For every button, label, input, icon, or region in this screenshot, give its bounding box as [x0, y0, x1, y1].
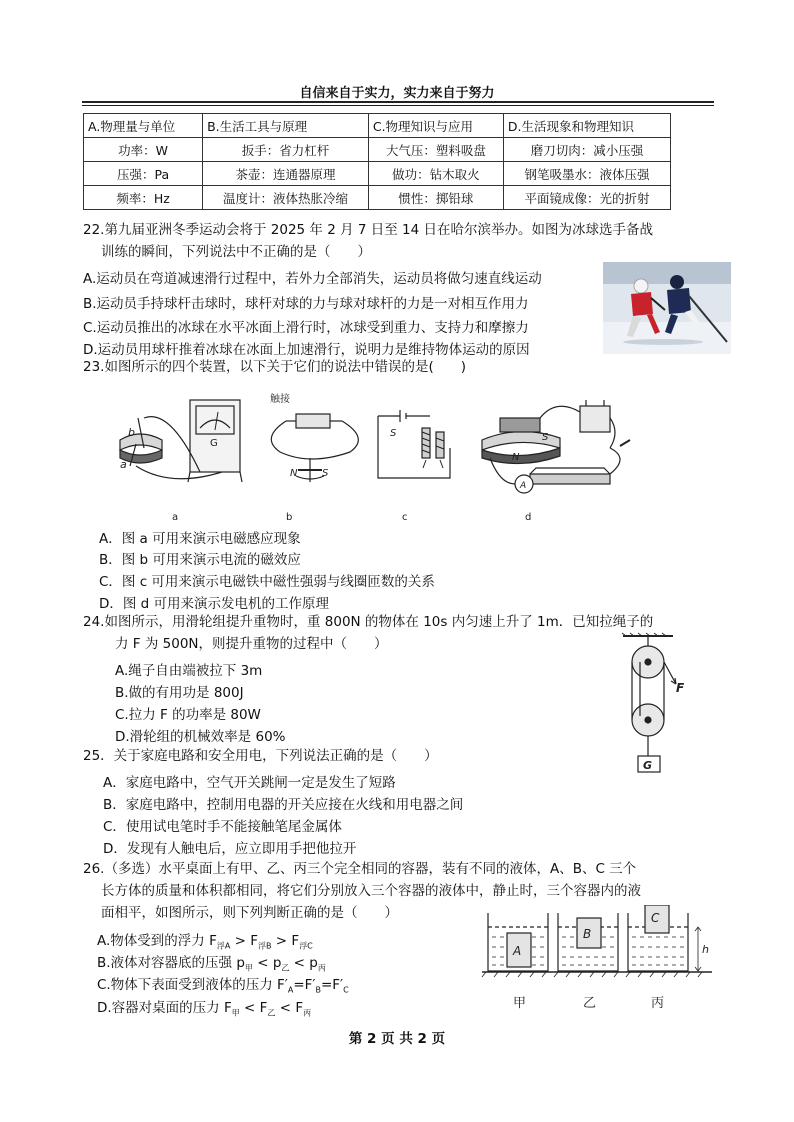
q24-option-a: A.绳子自由端被拉下 3m: [115, 663, 263, 679]
subscript: 丙: [303, 1008, 312, 1018]
figure-c-electromagnet: [378, 410, 450, 478]
q23-option-a: A．图 a 可用来演示电磁感应现象: [99, 531, 301, 547]
q22-option-b: B.运动员手持球杆击球时，球杆对球的力与球对球杆的力是一对相互作用力: [83, 296, 529, 312]
subscript: 浮C: [299, 941, 313, 951]
relation-text: > F: [271, 933, 300, 949]
figure-a-label-g: G: [210, 438, 218, 449]
table-cell: 频率：Hz: [84, 186, 203, 210]
table-cell: 温度计：液体热胀冷缩: [203, 186, 369, 210]
table-cell: 磨刀切肉：减小压强: [503, 138, 670, 162]
table-cell: 大气压：塑料吸盘: [368, 138, 503, 162]
q24-option-c: C.拉力 F 的功率是 80W: [115, 707, 261, 723]
figure-d-label-n: N: [512, 452, 520, 463]
relation-text: =F′: [320, 977, 344, 993]
figure-b-label-s: S: [322, 468, 329, 479]
figure-a-label-b: b: [128, 426, 135, 439]
relation-text: =F′: [293, 977, 316, 993]
q23-option-b: B．图 b 可用来演示电流的磁效应: [99, 552, 301, 568]
block-c-label: C: [651, 911, 660, 925]
figure-c-label-s: S: [390, 428, 397, 439]
subscript: C: [343, 985, 349, 995]
q26-option-d-text: D.容器对桌面的压力 F: [97, 1000, 232, 1016]
q22-option-a: A.运动员在弯道减速滑行过程中，若外力全部消失，运动员将做匀速直线运动: [83, 271, 542, 287]
table-cell: 惯性：掷铅球: [368, 186, 503, 210]
table-header-cell: D.生活现象和物理知识: [503, 114, 670, 138]
page-footer: 第 2 页 共 2 页: [348, 1031, 446, 1047]
container-label-jia: 甲: [513, 996, 527, 1011]
q25-stem: 25．关于家庭电路和安全用电，下列说法正确的是（ ）: [83, 748, 438, 764]
container-label-bing: 丙: [651, 996, 665, 1011]
relation-text: > F: [230, 933, 259, 949]
knowledge-table: [83, 113, 671, 210]
header-rule-thick: [82, 101, 714, 103]
q26-option-a: [97, 929, 313, 952]
q23-stem: 23.如图所示的四个装置，以下关于它们的说法中错误的是( ): [83, 359, 467, 375]
pulley-figure: [618, 632, 698, 777]
q26-stem-line3: 面相平，如图所示，则下列判断正确的是（ ）: [101, 905, 398, 921]
table-cell: 钢笔吸墨水：液体压强: [503, 162, 670, 186]
relation-text: < F: [275, 1000, 304, 1016]
table-header-cell: B.生活工具与原理: [203, 114, 369, 138]
table-cell: 平面镜成像：光的折射: [503, 186, 670, 210]
table-header-cell: C.物理知识与应用: [368, 114, 503, 138]
q24-option-b: B.做的有用功是 800J: [115, 685, 244, 701]
table-header-cell: A.物理量与单位: [84, 114, 203, 138]
table-cell: 扳手：省力杠杆: [203, 138, 369, 162]
table-cell: 压强：Pa: [84, 162, 203, 186]
q25-option-d: D．发现有人触电后，应立即用手把他拉开: [103, 841, 357, 857]
figure-d-label-s: S: [542, 432, 549, 443]
subscript: 乙: [281, 963, 290, 973]
q22-option-d: D.运动员用球杆推着冰球在冰面上加速滑行，说明力是维持物体运动的原因: [83, 342, 530, 358]
figure-caption-a: a: [172, 512, 179, 523]
q22-option-c: C.运动员推出的冰球在水平冰面上滑行时，冰球受到重力、支持力和摩擦力: [83, 320, 529, 336]
figure-d-motor: [482, 400, 630, 493]
q26-option-c: [97, 973, 349, 995]
q26-stem-line1: 26.（多选）水平桌面上有甲、乙、丙三个完全相同的容器，装有不同的液体，A、B、C 三个: [83, 861, 637, 877]
q24-stem-line1: 24.如图所示，用滑轮组提升重物时，重 800N 的物体在 10s 内匀速上升了 1m．已知拉绳子的: [83, 614, 654, 630]
subscript: 浮B: [258, 941, 272, 951]
figure-caption-c: c: [402, 512, 408, 523]
table-row: [84, 162, 671, 186]
q25-option-a: A．家庭电路中，空气开关跳闸一定是发生了短路: [103, 775, 396, 791]
figure-d-label-ammeter: A: [520, 481, 527, 491]
figure-caption-b: b: [286, 512, 293, 523]
q26-option-d: [97, 996, 311, 1019]
containers-figure: [480, 905, 716, 1015]
ice-hockey-photo: [603, 262, 731, 354]
figure-b-label-n: N: [290, 468, 298, 479]
figure-caption-d: d: [525, 512, 532, 523]
block-a-label: A: [513, 944, 522, 958]
pulley-weight-label: G: [643, 759, 653, 772]
q26-option-a-text: A.物体受到的浮力 F: [97, 933, 217, 949]
q24-stem-line2: 力 F 为 500N，则提升重物的过程中（ ）: [115, 636, 388, 652]
relation-text: < p: [252, 955, 282, 971]
table-cell: 功率：W: [84, 138, 203, 162]
subscript: 丙: [317, 963, 326, 973]
q26-option-c-text: C.物体下表面受到液体的压力 F′: [97, 977, 288, 993]
subscript: A: [287, 985, 294, 995]
q25-option-b: B．家庭电路中，控制用电器的开关应接在火线和用电器之间: [103, 797, 464, 813]
relation-text: < p: [289, 955, 318, 971]
subscript: 甲: [244, 963, 253, 973]
subscript: 浮A: [216, 941, 231, 951]
q23-option-c: C．图 c 可用来演示电磁铁中磁性强弱与线圈匝数的关系: [99, 574, 435, 590]
height-label: h: [702, 943, 709, 956]
container-label-yi: 乙: [583, 996, 597, 1011]
relation-text: < F: [239, 1000, 268, 1016]
q23-figure: [110, 388, 640, 526]
subscript: B: [315, 985, 321, 995]
q23-option-d: D．图 d 可用来演示发电机的工作原理: [99, 596, 330, 612]
q22-stem-line1: 22.第九届亚洲冬季运动会将于 2025 年 2 月 7 日至 14 日在哈尔滨举办。如图为冰球选手备战: [83, 222, 654, 238]
figure-b-oersted: [271, 414, 358, 482]
subscript: 乙: [267, 1008, 276, 1018]
q22-stem-line2: 训练的瞬间，下列说法中不正确的是（ ）: [101, 244, 371, 260]
q26-option-b-text: B.液体对容器底的压强 p: [97, 955, 245, 971]
table-header-row: [84, 114, 671, 138]
table-row: [84, 186, 671, 210]
block-b-label: B: [583, 927, 592, 941]
figure-a-label-a: a: [120, 458, 127, 471]
subscript: 甲: [231, 1008, 240, 1018]
q24-option-d: D.滑轮组的机械效率是 60%: [115, 729, 286, 745]
pulley-force-label: F: [676, 681, 685, 695]
q25-option-c: C．使用试电笔时手不能接触笔尾金属体: [103, 819, 342, 835]
header-rule-thin: [82, 105, 714, 106]
q26-stem-line2: 长方体的质量和体积都相同，将它们分别放入三个容器的液体中，静止时，三个容器内的液: [101, 883, 641, 899]
table-cell: 做功：钻木取火: [368, 162, 503, 186]
figure-a-galvanometer: [120, 400, 242, 482]
table-row: [84, 138, 671, 162]
page-header: 自信来自于实力，实力来自于努力: [299, 86, 495, 101]
figure-b-touch-label: 触接: [270, 394, 290, 405]
q26-option-b: [97, 951, 326, 974]
table-cell: 茶壶：连通器原理: [203, 162, 369, 186]
